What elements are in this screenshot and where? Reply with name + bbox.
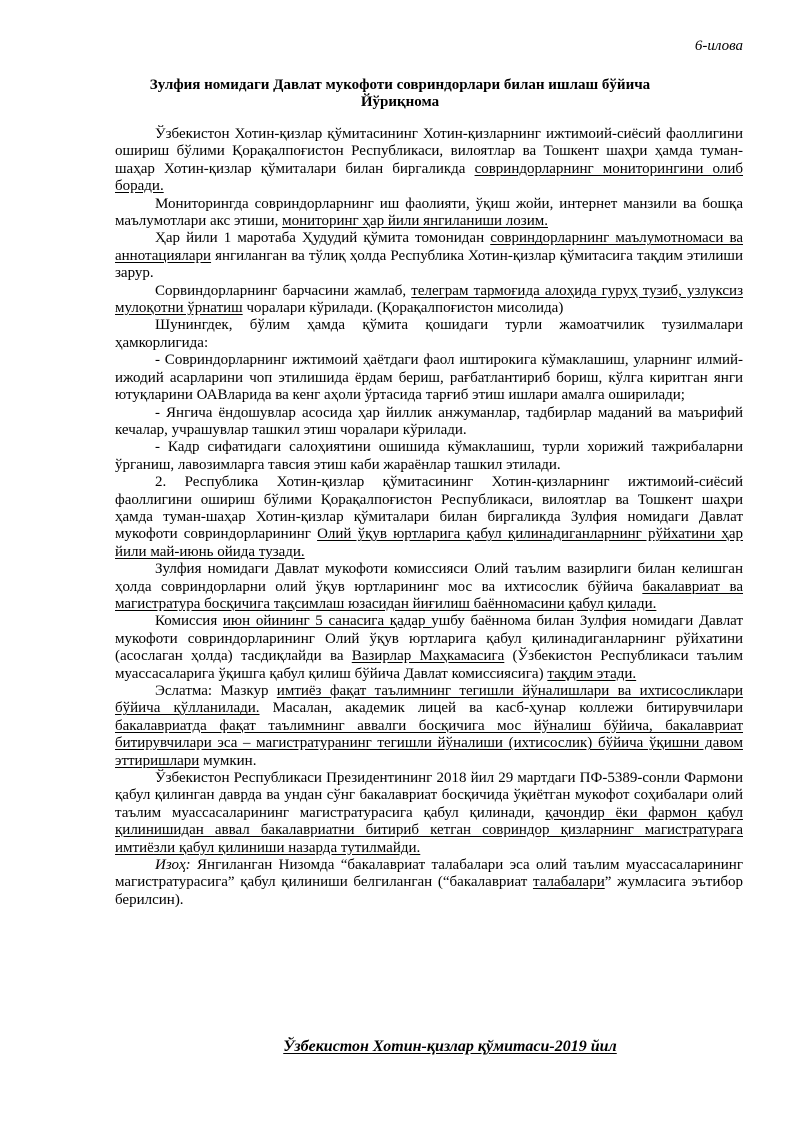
paragraph-3: Ҳар йили 1 маротаба Ҳудудий қўмита томонидан совриндорларнинг маълумотномаси ва аннотациялари янгиланган ва тўлиқ ҳолда Республика Хотин-қизлар қўмитасига тақдим этилиши зарур. xyxy=(115,230,743,282)
underlined-text: мониторинг ҳар йили янгиланиши лозим. xyxy=(282,213,548,230)
title-line-1: Зулфия номидаги Давлат мукофоти совриндорлари билан ишлаш бўйича xyxy=(149,77,651,93)
underlined-text: бакалавриат ва магистратура босқичига тақсимлаш юзасидан йиғилиш баённомасини қабул қилади. xyxy=(115,578,743,612)
underlined-text: имтиёз фақат таълимнинг тегишли йўналишлари ва ихтисосликлари бўйича қўлланилади. xyxy=(115,683,743,717)
underlined-text: Олий ўқув юртларига қабул қилинадиганларнинг рўйхатини ҳар йили май-июнь ойида тузади. xyxy=(115,526,743,560)
list-item-3: - Кадр сифатидаги салоҳиятини ошишида кўмаклашиш, турли хорижий тажрибаларни ўрганиш, лавозимларга тавсия этиш каби жараёнлар ташкил этилади. xyxy=(115,439,743,473)
list-item-1: - Совриндорларнинг ижтимоий ҳаётдаги фаол иштирокига кўмаклашиш, уларнинг илмий-ижодий асарларини чоп этилишида ёрдам бериш, рағбатлантириб бориш, кўлга киритган янги ютуқларини ОАВларида ва кенг аҳоли ўртасида тарғиб этиш ишлари амалга оширилади; xyxy=(115,352,743,404)
paragraph-decree: Ўзбекистон Республикаси Президентининг 2018 йил 29 мартдаги ПФ-5389-сонли Фармони қабул қилинган даврда ва ундан сўнг бакалавриат босқичида ўқиётган мукофот соҳибалари олий таълим муассасаларининг магистратурасига қабул қилинади, қачондир ёки фармон қабул қилинишидан аввал бакалавриатни битириб кетган совриндор қизларнинг магистратурага имтиёзли қабул қилиниши назарда тутилмайди. xyxy=(115,770,743,856)
paragraph-commission: Зулфия номидаги Давлат мукофоти комиссияси Олий таълим вазирлиги билан келишган ҳолда совриндорларни олий ўқув юртларининг мос ва ихтисослик бўйича бакалавриат ва магистратура босқичига тақсимлаш юзасидан йиғилиш баённомасини қабул қилади. xyxy=(115,561,743,612)
underlined-text: совриндорларнинг мониторингини олиб боради. xyxy=(115,160,744,195)
paragraph-4: Сорвиндорларнинг барчасини жамлаб, телеграм тармоғида алоҳида гуруҳ тузиб, узлуксиз мулоқотни ўрнатиш чоралари кўрилади. (Қорақалпоғистон мисолида) xyxy=(115,282,743,317)
underlined-text: июн ойининг 5 санасига қадар xyxy=(222,613,432,630)
underlined-text: Вазирлар Маҳкамасига xyxy=(351,648,505,665)
paragraph-note: Эслатма: Мазкур имтиёз фақат таълимнинг тегишли йўналишлари ва ихтисосликлари бўйича қўлланилади. Масалан, академик лицей ва касб-ҳунар коллежи битирувчилари бакалавриатда фақат таълимнинг аввалги босқичига мос йўналиш бўйича, бакалавриат битирувчилари эса – магистратуранинг тегишли йўналиши (ихтисослик) бўйича ўқишни давом эттиришлари мумкин. xyxy=(115,683,743,769)
underlined-text: бакалавриатда фақат таълимнинг аввалги босқичига мос йўналиш бўйича, бакалавриат битирувчилари эса – магистратуранинг тегишли йўналиши (ихтисослик) бўйича ўқишни давом эттиришлари xyxy=(115,717,743,769)
underlined-text: тақдим этади. xyxy=(547,665,637,682)
signature-line: Ўзбекистон Хотин-қизлар қўмитаси-2019 йил xyxy=(283,1038,617,1055)
underlined-text: талабалари xyxy=(532,874,605,891)
underlined-text: қачондир ёки фармон қабул қилинишидан аввал бакалавриатни битириб кетган совриндор қизларнинг магистратурага имтиёзли қабул қилиниши назарда тутилмайди. xyxy=(115,804,743,856)
underlined-text: совриндорларнинг маълумотномаси ва аннотациялари xyxy=(115,230,743,264)
appendix-number: 6-илова xyxy=(694,38,743,54)
paragraph-deadline: Комиссия июн ойининг 5 санасига қадар ушбу баённома билан Зулфия номидаги Давлат мукофоти совриндорларининг Олий ўқув юртларига қабул қилинадиганларнинг рўйхатини (асослаган ҳолда) тасдиқлайди ва Вазирлар Маҳкамасига (Ўзбекистон Республикаси таълим муассасаларига ўқишга қабул қилиш бўйича Давлат комиссиясига) тақдим этади. xyxy=(115,613,744,682)
underlined-text: телеграм тармоғида алоҳида гуруҳ тузиб, узлуксиз мулоқотни ўрнатиш xyxy=(115,282,743,317)
list-item-2: - Янгича ёндошувлар асосида ҳар йиллик анжуманлар, тадбирлар маданий ва маърифий кечалар, учрашувлар ташкил этиш чоралари кўрилади. xyxy=(115,404,743,438)
paragraph-remark: Изоҳ: Янгиланган Низомда “бакалавриат талабалари эса олий таълим муассасаларининг магистратурасига” қабул қилиниши белгиланган (“бакалавриат талабалари” жумласига эътибор берилсин). xyxy=(115,857,743,908)
title-line-2: Йўриқнома xyxy=(360,94,440,110)
paragraph-section-2: 2. Республика Хотин-қизлар қўмитасининг Хотин-қизларнинг ижтимоий-сиёсий фаоллигини ошириш бўлими Қорақалпоғистон Республикаси, вилоятлар ва Тошкент шаҳри ҳамда туман-шаҳар Хотин-қизлар қўмиталари билан биргаликда Зулфия номидаги Давлат мукофоти совриндорларининг Олий ўқув юртларига қабул қилинадиганларнинг рўйхатини ҳар йили май-июнь ойида тузади. xyxy=(115,474,743,560)
paragraph-1: Ўзбекистон Хотин-қизлар қўмитасининг Хотин-қизларнинг ижтимоий-сиёсий фаоллигини ошириш бўлими Қорақалпоғистон Республикаси, вилоятлар ва Тошкент шаҳри ҳамда туман-шаҳар Хотин-қизлар қўмиталари билан биргаликда совриндорларнинг мониторингини олиб боради. xyxy=(115,126,744,195)
paragraph-5: Шунингдек, бўлим ҳамда қўмита қошидаги турли жамоатчилик тузилмалари ҳамкорлигида: xyxy=(115,317,743,351)
document-body xyxy=(115,126,743,909)
paragraph-2: Мониторингда совриндорларнинг иш фаолияти, ўқиш жойи, интернет манзили ва бошқа маълумотлари акс этиши, мониторинг ҳар йили янгиланиши лозим. xyxy=(115,195,743,230)
document-title xyxy=(100,77,700,111)
remark-label: Изоҳ: xyxy=(155,857,191,874)
